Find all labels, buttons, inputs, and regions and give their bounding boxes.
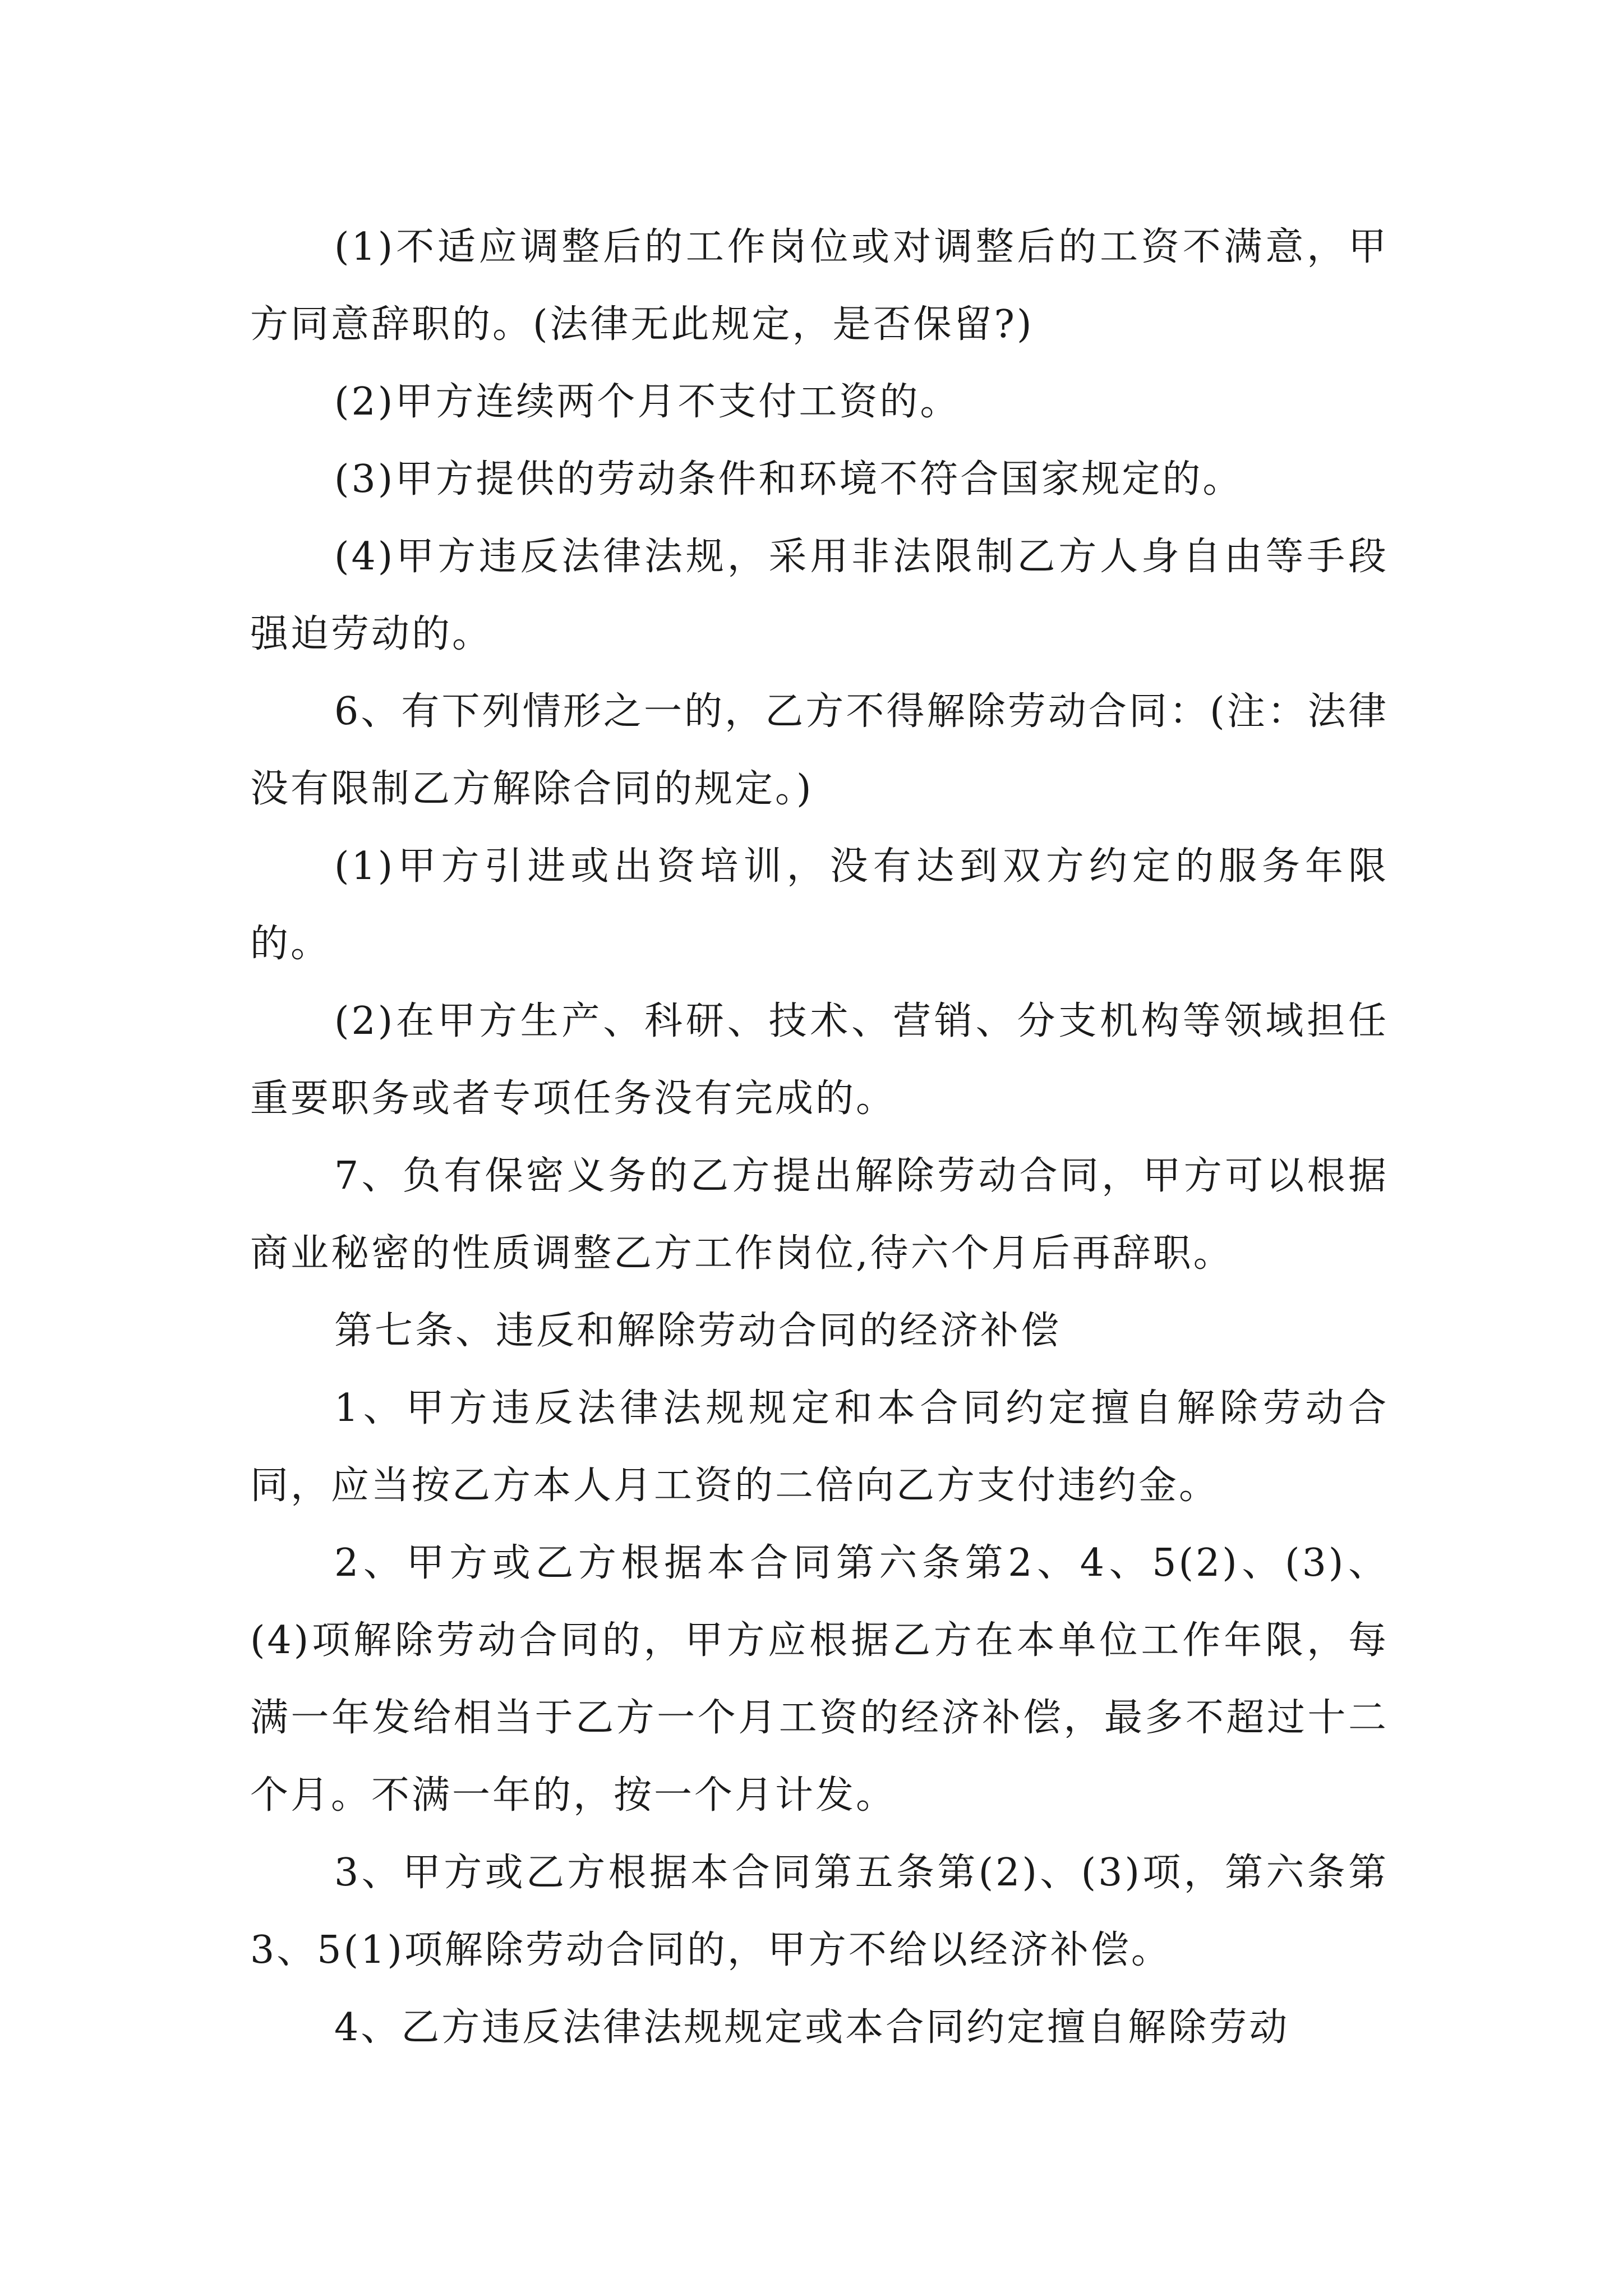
paragraph: (2)甲方连续两个月不支付工资的。 — [334, 380, 961, 424]
paragraph: (2)在甲方生产、科研、技术、营销、分支机构等领域担任重要职务或者专项任务没有完成的。 — [250, 999, 1389, 1121]
paragraph: 2、甲方或乙方根据本合同第六条第2、4、5(2)、(3)、(4)项解除劳动合同的，甲方应根据乙方在本单位工作年限，每满一年发给相当于乙方一个月工资的经济补偿，最多不超过十二个月。不满一年的，按一个月计发。 — [250, 1541, 1389, 1818]
section-heading: 第七条、违反和解除劳动合同的经济补偿 — [334, 1309, 1062, 1353]
paragraph: 1、甲方违反法律法规规定和本合同约定擅自解除劳动合同，应当按乙方本人月工资的二倍向乙方支付违约金。 — [250, 1386, 1389, 1508]
document-body — [250, 209, 1389, 2067]
paragraph: (1)甲方引进或出资培训，没有达到双方约定的服务年限的。 — [250, 844, 1389, 966]
paragraph: 6、有下列情形之一的，乙方不得解除劳动合同：(注：法律没有限制乙方解除合同的规定。) — [250, 689, 1389, 811]
paragraph: (1)不适应调整后的工作岗位或对调整后的工资不满意，甲方同意辞职的。(法律无此规定，是否保留?) — [250, 225, 1389, 347]
paragraph: (3)甲方提供的劳动条件和环境不符合国家规定的。 — [334, 457, 1243, 501]
paragraph: 3、甲方或乙方根据本合同第五条第(2)、(3)项，第六条第3、5(1)项解除劳动合同的，甲方不给以经济补偿。 — [250, 1851, 1389, 1972]
paragraph: (4)甲方违反法律法规，采用非法限制乙方人身自由等手段强迫劳动的。 — [250, 535, 1389, 656]
paragraph: 4、乙方违反法律法规规定或本合同约定擅自解除劳动 — [334, 2005, 1290, 2050]
paragraph: 7、负有保密义务的乙方提出解除劳动合同，甲方可以根据商业秘密的性质调整乙方工作岗位,待六个月后再辞职。 — [250, 1154, 1389, 1276]
